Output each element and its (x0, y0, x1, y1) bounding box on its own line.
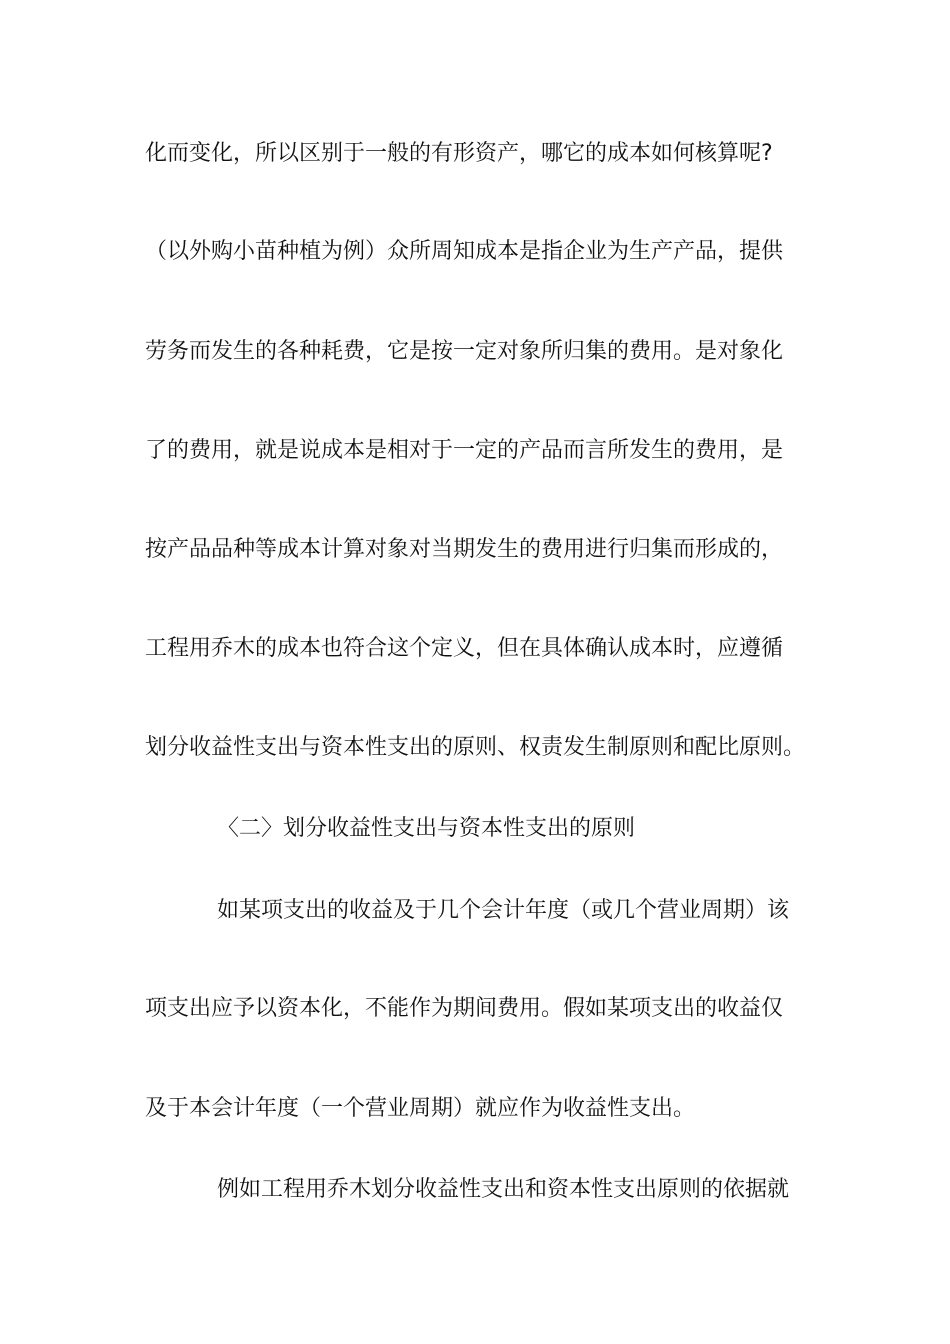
text-line: 及于本会计年度（一个营业周期）就应作为收益性支出。 (145, 1096, 696, 1121)
paragraph-first-line: 如某项支出的收益及于几个会计年度（或几个营业周期）该 (217, 898, 790, 923)
section-heading: 〈二〉划分收益性支出与资本性支出的原则 (217, 816, 636, 841)
text-line: 按产品品种等成本计算对象对当期发生的费用进行归集而形成的， (145, 537, 784, 562)
paragraph-first-line: 例如工程用乔木划分收益性支出和资本性支出原则的依据就 (217, 1177, 790, 1202)
text-line: 划分收益性支出与资本性支出的原则、权责发生制原则和配比原则。 (145, 735, 806, 760)
text-line: 项支出应予以资本化，不能作为期间费用。假如某项支出的收益仅 (145, 996, 784, 1021)
text-line: （以外购小苗种植为例）众所周知成本是指企业为生产产品，提供 (145, 239, 784, 264)
text-line: 工程用乔木的成本也符合这个定义，但在具体确认成本时，应遵循 (145, 636, 784, 661)
text-line: 化而变化，所以区别于一般的有形资产，哪它的成本如何核算呢? (145, 141, 773, 166)
text-line: 了的费用，就是说成本是相对于一定的产品而言所发生的费用，是 (145, 438, 784, 463)
text-line: 劳务而发生的各种耗费，它是按一定对象所归集的费用。是对象化 (145, 339, 784, 364)
